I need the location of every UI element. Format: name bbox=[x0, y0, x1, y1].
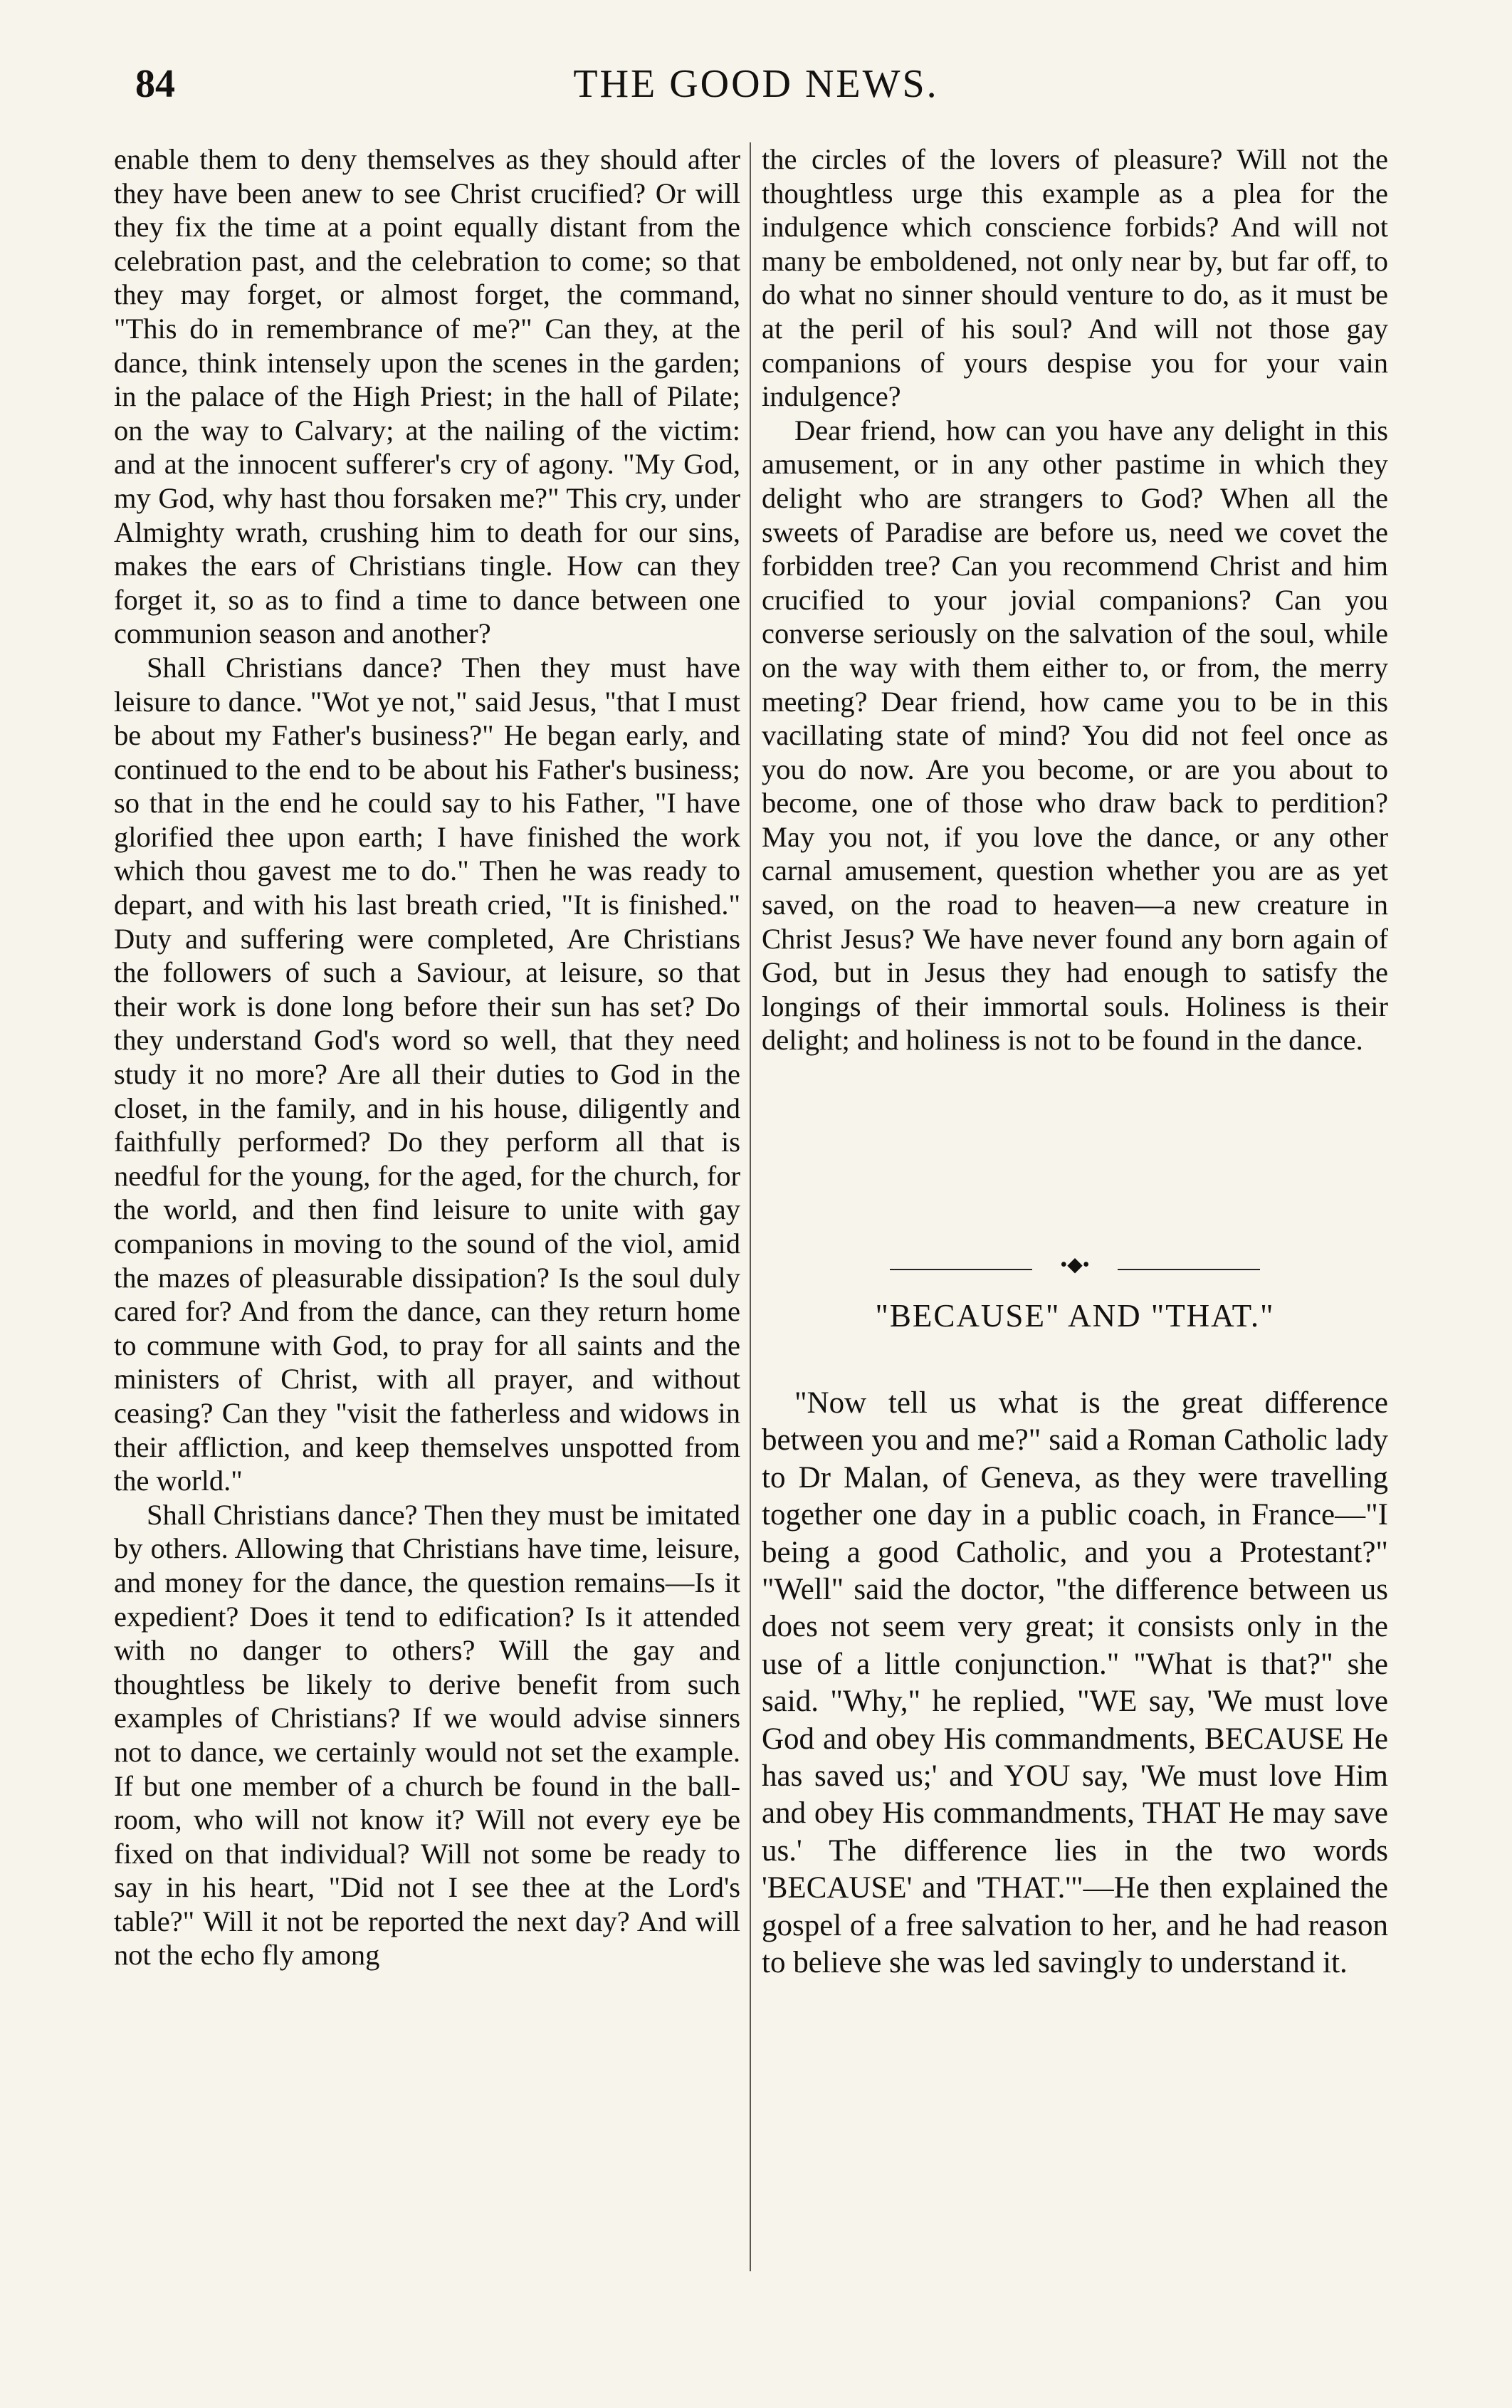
ornament-glyph: •◆• bbox=[1060, 1254, 1090, 1276]
running-title: THE GOOD NEWS. bbox=[573, 62, 939, 106]
right-column bbox=[762, 142, 1388, 1057]
ornament-rule-left bbox=[890, 1269, 1032, 1270]
ornament-rule-right bbox=[1118, 1269, 1260, 1270]
page-number: 84 bbox=[135, 62, 175, 106]
section-ornament bbox=[890, 1254, 1260, 1277]
section-body bbox=[762, 1385, 1388, 1982]
article-paragraph: enable them to deny themselves as they should after they have been anew to see Christ crucified? Or will they fix the time at a point equally distant from the celebration past, and the celebration to come; so that they may forget, or almost forget, the command, "This do in remembrance of me?" Can they, at the dance, think intensely upon the scenes in the garden; in the palace of the High Priest; in the hall of Pilate; on the way to Calvary; at the nailing of the victim: and at the innocent sufferer's cry of agony. "My God, my God, why hast thou forsaken me?" This cry, under Almighty wrath, crushing him to death for our sins, makes the ears of Christians tingle. How can they forget it, so as to find a time to dance between one communion season and another? bbox=[114, 143, 740, 650]
article-paragraph: Dear friend, how can you have any delight in this amusement, or in any other pastime in which they delight who are strangers to God? When all the sweets of Paradise are before us, need we covet the forbidden tree? Can you recommend Christ and him crucified to your jovial companions? Can you converse seriously on the salvation of the soul, while on the way with them either to, or from, the merry meeting? Dear friend, how came you to be in this vacillating state of mind? You did not feel once as you do now. Are you become, or are you about to become, one of those who draw back to perdition? May you not, if you love the dance, or any other carnal amusement, question whether you are as yet saved, on the road to heaven—a new creature in Christ Jesus? We have never found any born again of God, but in Jesus they had enough to satisfy the longings of their immortal souls. Holiness is their delight; and holiness is not to be found in the dance. bbox=[762, 414, 1388, 1057]
article-paragraph: the circles of the lovers of pleasure? Will not the thoughtless urge this example as a plea for the indulgence which conscience forbids? And will not many be emboldened, not only near by, but far off, to do what no sinner should venture to do, as it must be at the peril of his soul? And will not those gay companions of yours despise you for your vain indulgence? bbox=[762, 143, 1388, 413]
article-paragraph: Shall Christians dance? Then they must be imitated by others. Allowing that Christians have time, leisure, and money for the dance, the question remains—Is it expedient? Does it tend to edification? Is it attended with no danger to others? Will the gay and thoughtless be likely to derive benefit from such examples of Christians? If we would advise sinners not to dance, we certainly would not set the example. If but one member of a church be found in the ball-room, who will not know it? Will not every eye be fixed on that individual? Will not some be ready to say in his heart, "Did not I see thee at the Lord's table?" Will it not be reported the next day? And will not the echo fly among bbox=[114, 1498, 740, 1972]
article-paragraph: "Now tell us what is the great difference between you and me?" said a Roman Catholic lady to Dr Malan, of Geneva, as they were travelling together one day in a public coach, in France—"I being a good Catholic, and you a Protestant?" "Well" said the doctor, "the difference between us does not seem very great; it consists only in the use of a little conjunction." "What is that?" she said. "Why," he replied, "WE say, 'We must love God and obey His commandments, BECAUSE He has saved us;' and YOU say, 'We must love Him and obey His commandments, THAT He may save us.' The difference lies in the two words 'BECAUSE' and 'THAT.'"—He then explained the gospel of a free salvation to her, and he had reason to believe she was led savingly to understand it. bbox=[762, 1386, 1388, 1980]
page-header bbox=[0, 57, 1512, 121]
left-column bbox=[114, 142, 740, 1972]
column-divider bbox=[750, 142, 751, 2271]
article-paragraph: Shall Christians dance? Then they must have leisure to dance. "Wot ye not," said Jesus, "that I must be about my Father's business?" He began early, and continued to the end to be about his Father's business; so that in the end he could say to his Father, "I have glorified thee upon earth; I have finished the work which thou gavest me to do." Then he was ready to depart, and with his last breath cried, "It is finished." Duty and suffering were completed, Are Christians the followers of such a Saviour, at leisure, so that their work is done long before their sun has set? Do they understand God's word so well, that they need study it no more? Are all their duties to God in the closet, in the family, and in his house, diligently and faithfully performed? Do they perform all that is needful for the young, for the aged, for the church, for the world, and then find leisure to unite with gay companions in moving to the sound of the viol, amid the mazes of pleasurable dissipation? Is the soul duly cared for? And from the dance, can they return home to commune with God, to pray for all saints and the ministers of Christ, with all prayer, and without ceasing? Can they "visit the fatherless and widows in their affliction, and keep themselves unspotted from the world." bbox=[114, 651, 740, 1497]
section-heading: "BECAUSE" AND "THAT." bbox=[875, 1298, 1275, 1334]
